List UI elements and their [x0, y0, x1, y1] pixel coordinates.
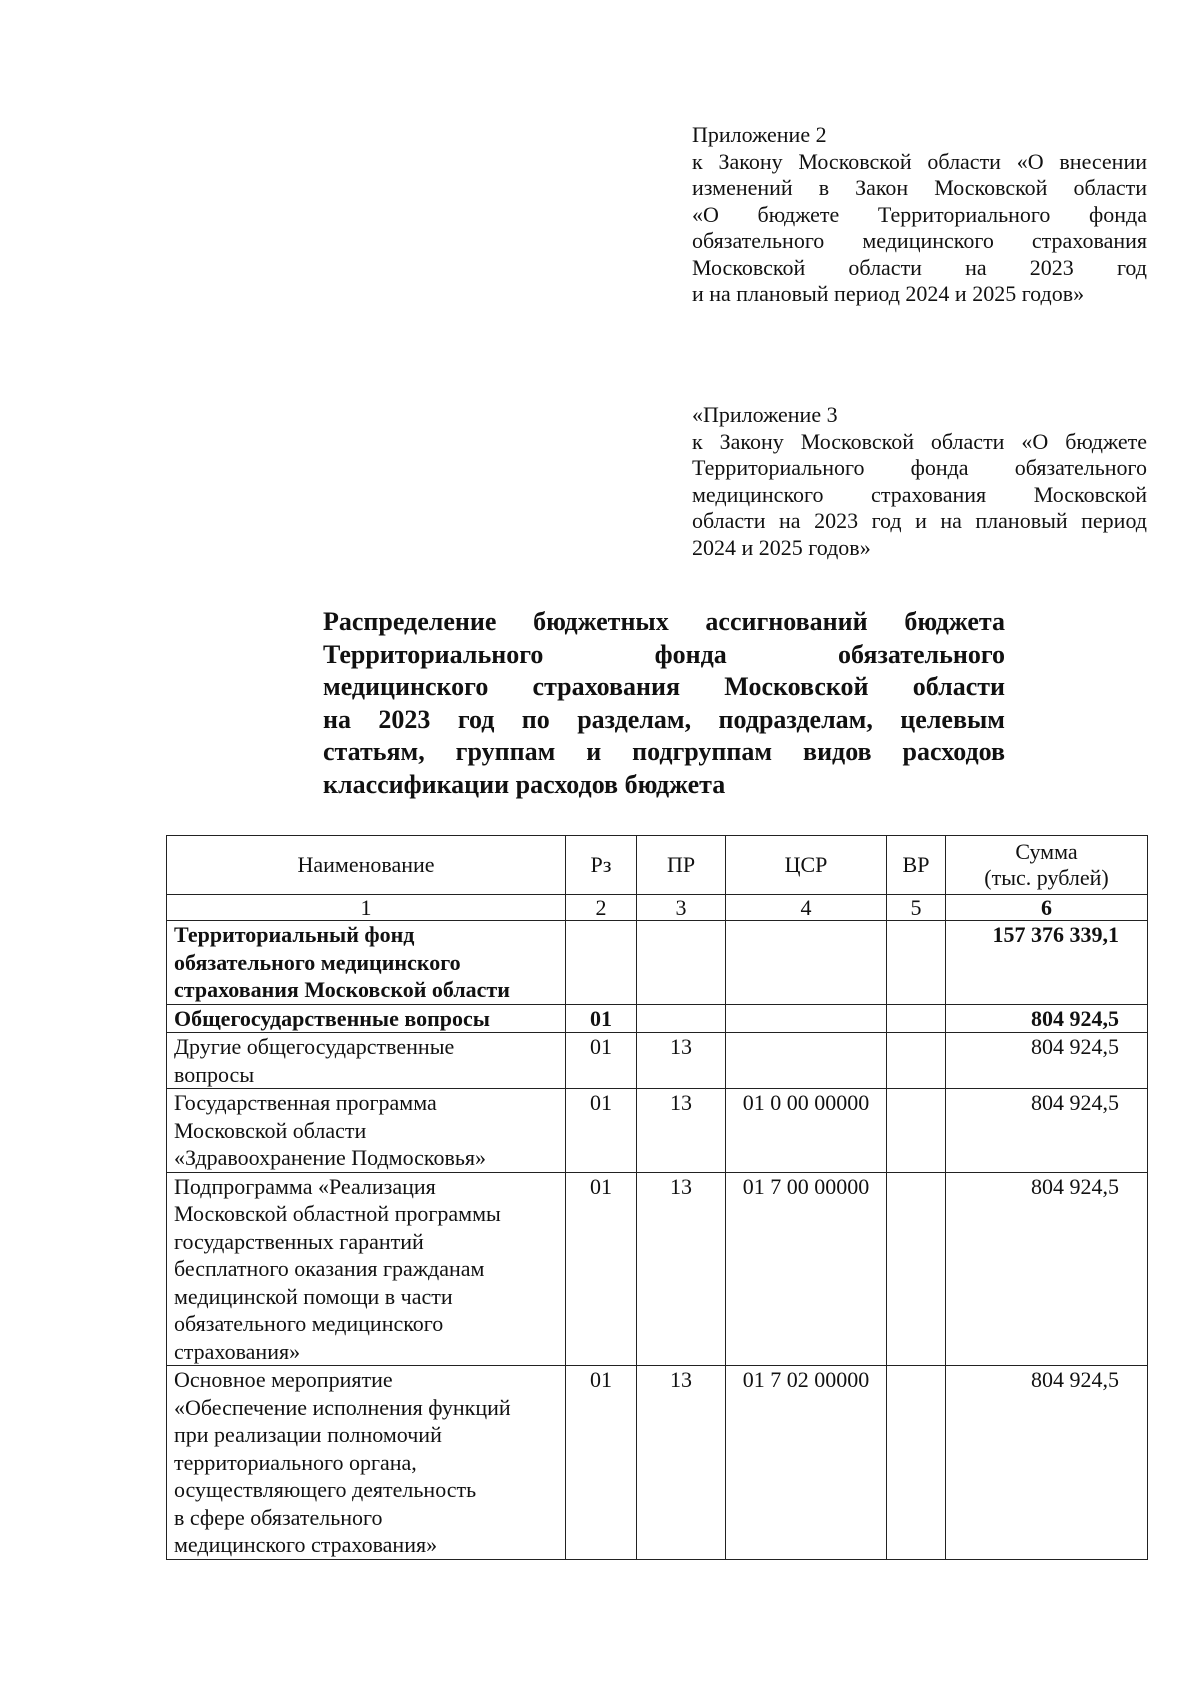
- appendix-3-line: «Приложение 3: [692, 402, 838, 427]
- cell-pr: 13: [637, 1033, 726, 1089]
- appendix-3-line: медицинского страхования Московской: [692, 481, 1147, 507]
- appendix-2-header: [692, 122, 1147, 308]
- cell-vr: [887, 1004, 946, 1033]
- cell-csr: 01 0 00 00000: [726, 1089, 887, 1173]
- cell-rz: 01: [566, 1089, 637, 1173]
- header-csr: ЦСР: [726, 836, 887, 895]
- appendix-3-line: области на 2023 год и на плановый период: [692, 508, 1147, 533]
- table-row: [167, 921, 1148, 1005]
- table-row: [167, 1089, 1148, 1173]
- header-name: Наименование: [167, 836, 566, 895]
- column-number: 2: [566, 895, 637, 921]
- appendix-2-line: Приложение 2: [692, 122, 827, 147]
- cell-name-line: медицинской помощи в части: [174, 1283, 453, 1309]
- cell-csr: [726, 1004, 887, 1033]
- appendix-2-line: и на плановый период 2024 и 2025 годов»: [692, 281, 1085, 306]
- cell-pr: 13: [637, 1089, 726, 1173]
- title-line: Распределение бюджетных ассигнований бюджета: [323, 607, 1005, 636]
- cell-pr: 13: [637, 1366, 726, 1560]
- table-row: [167, 1366, 1148, 1560]
- table-row: [167, 1172, 1148, 1366]
- cell-name: [167, 1089, 566, 1173]
- table-row: [167, 1033, 1148, 1089]
- appendix-3-line: Территориального фонда обязательного: [692, 455, 1147, 480]
- cell-pr: 13: [637, 1172, 726, 1366]
- title-line: на 2023 год по разделам, подразделам, целевым: [323, 704, 1005, 734]
- cell-name: [167, 1366, 566, 1560]
- header-sum-line1: Сумма: [1015, 839, 1078, 864]
- appendix-2-line: к Закону Московской области «О внесении: [692, 148, 1147, 174]
- cell-name-line: вопросы: [174, 1061, 255, 1087]
- cell-rz: 01: [566, 1366, 637, 1560]
- header-sum: [946, 836, 1148, 895]
- cell-rz: 01: [566, 1033, 637, 1089]
- cell-name-line: территориального органа,: [174, 1449, 417, 1475]
- cell-sum: 804 924,5: [946, 1033, 1148, 1089]
- table-row: [167, 1004, 1148, 1033]
- header-sum-line2: (тыс. рублей): [984, 865, 1109, 890]
- cell-name-line: бесплатного оказания гражданам: [174, 1256, 485, 1281]
- cell-name: [167, 1004, 566, 1033]
- cell-vr: [887, 921, 946, 1005]
- cell-name-line: страхования»: [174, 1338, 301, 1364]
- table-header-row: [167, 836, 1148, 895]
- cell-csr: 01 7 00 00000: [726, 1172, 887, 1366]
- cell-name-line: Основное мероприятие: [174, 1367, 393, 1392]
- appendix-2-line: изменений в Закон Московской области: [692, 175, 1147, 200]
- cell-name-line: Территориальный фонд: [174, 922, 415, 947]
- title-line: медицинского страхования Московской области: [323, 672, 1005, 701]
- cell-name-line: страхования Московской области: [174, 977, 510, 1002]
- cell-name-line: государственных гарантий: [174, 1228, 424, 1254]
- appendix-3-line: к Закону Московской области «О бюджете: [692, 428, 1147, 454]
- cell-name: [167, 1172, 566, 1366]
- cell-name-line: Московской области: [174, 1117, 367, 1143]
- column-number: 1: [167, 895, 566, 921]
- cell-csr: 01 7 02 00000: [726, 1366, 887, 1560]
- header-pr: ПР: [637, 836, 726, 895]
- cell-sum: 157 376 339,1: [946, 921, 1148, 1005]
- cell-pr: [637, 1004, 726, 1033]
- cell-sum: 804 924,5: [946, 1004, 1148, 1033]
- cell-vr: [887, 1366, 946, 1560]
- appendix-2-line: «О бюджете Территориального фонда: [692, 201, 1147, 227]
- appendix-2-line: Московской области на 2023 год: [692, 254, 1147, 280]
- cell-name: [167, 921, 566, 1005]
- column-number: 5: [887, 895, 946, 921]
- cell-rz: 01: [566, 1004, 637, 1033]
- cell-pr: [637, 921, 726, 1005]
- cell-vr: [887, 1172, 946, 1366]
- cell-name-line: Другие общегосударственные: [174, 1034, 455, 1059]
- column-number: 3: [637, 895, 726, 921]
- cell-name-line: в сфере обязательного: [174, 1504, 383, 1530]
- title-line: статьям, группам и подгруппам видов расходов: [323, 737, 1005, 766]
- cell-name-line: при реализации полномочий: [174, 1422, 442, 1447]
- cell-name-line: «Здравоохранение Подмосковья»: [174, 1145, 487, 1170]
- title-line: Территориального фонда обязательного: [323, 639, 1005, 669]
- column-number-row: [167, 895, 1148, 921]
- header-vr: ВР: [887, 836, 946, 895]
- appendix-2-line: обязательного медицинского страхования: [692, 228, 1147, 253]
- cell-name-line: Общегосударственные вопросы: [174, 1005, 490, 1031]
- document-title: [323, 606, 1005, 801]
- cell-sum: 804 924,5: [946, 1366, 1148, 1560]
- cell-rz: 01: [566, 1172, 637, 1366]
- cell-name-line: медицинского страхования»: [174, 1532, 438, 1557]
- cell-csr: [726, 1033, 887, 1089]
- cell-name-line: обязательного медицинского: [174, 1311, 444, 1336]
- cell-name-line: Государственная программа: [174, 1090, 437, 1115]
- cell-name: [167, 1033, 566, 1089]
- cell-csr: [726, 921, 887, 1005]
- cell-name-line: обязательного медицинского: [174, 949, 461, 975]
- cell-sum: 804 924,5: [946, 1172, 1148, 1366]
- title-line: классификации расходов бюджета: [323, 769, 726, 799]
- cell-name-line: «Обеспечение исполнения функций: [174, 1394, 511, 1420]
- column-number: 4: [726, 895, 887, 921]
- cell-sum: 804 924,5: [946, 1089, 1148, 1173]
- cell-vr: [887, 1033, 946, 1089]
- cell-vr: [887, 1089, 946, 1173]
- cell-name-line: Московской областной программы: [174, 1201, 501, 1226]
- header-rz: Рз: [566, 836, 637, 895]
- cell-name-line: Подпрограмма «Реализация: [174, 1173, 436, 1199]
- appendix-3-line: 2024 и 2025 годов»: [692, 534, 871, 560]
- appendix-3-header: [692, 402, 1147, 561]
- cell-name-line: осуществляющего деятельность: [174, 1477, 477, 1502]
- cell-rz: [566, 921, 637, 1005]
- budget-table: [166, 835, 1148, 1560]
- column-number: 6: [946, 895, 1148, 921]
